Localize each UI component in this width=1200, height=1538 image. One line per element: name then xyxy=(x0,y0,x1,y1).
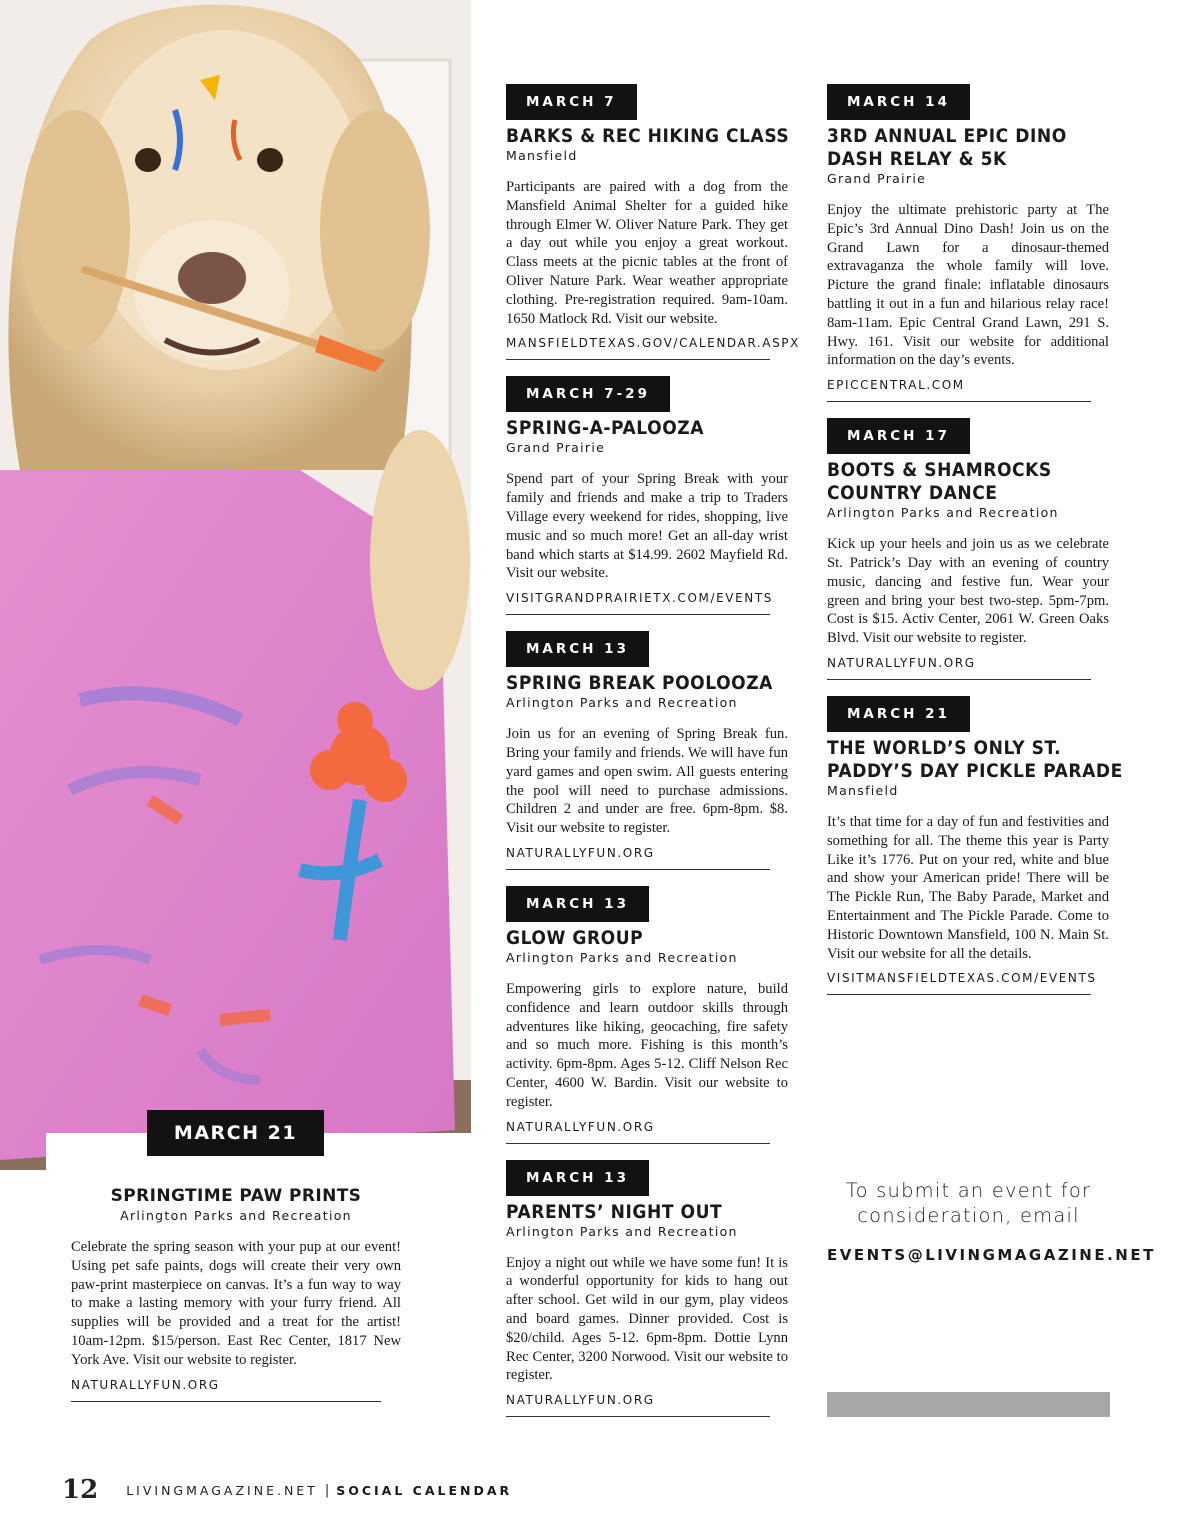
event-title-line: COUNTRY DANCE xyxy=(827,482,998,505)
event-title: SPRING BREAK POOLOOZA xyxy=(506,672,773,695)
event-item xyxy=(827,418,1109,680)
event-description: Participants are paired with a dog from the Mansfield Animal Shelter for a guided hike through Elmer W. Oliver Nature Park. They get a day out while you enjoy a great workout. Class meets at the picnic tables at the front of Oliver Nature Park. Wear weather appropriate clothing. Pre-registration required. 9am-10am. 1650 Matlock Rd. Visit our website. xyxy=(506,179,788,327)
event-link[interactable]: NATURALLYFUN.ORG xyxy=(827,656,1091,680)
event-title: PARENTS’ NIGHT OUT xyxy=(506,1200,723,1223)
event-item xyxy=(827,84,1109,402)
event-title xyxy=(827,736,1123,783)
event-item xyxy=(506,376,788,615)
event-item xyxy=(506,631,788,870)
event-title-line: 3RD ANNUAL EPIC DINO xyxy=(827,125,1067,147)
event-date-tag: MARCH 7 xyxy=(506,84,637,120)
event-title-line: PADDY’S DAY PICKLE PARADE xyxy=(827,759,1123,782)
event-location: Grand Prairie xyxy=(827,171,927,186)
event-item xyxy=(827,696,1123,995)
submit-text-line: consideration, email xyxy=(857,1204,1080,1227)
event-description: Join us for an evening of Spring Break fun. Bring your family and friends. We will have fun yard games and open swim. All guests entering the pool will need to purchase admissions. Children 2 and under are free. 6pm-8pm. $8. Visit our website to register. xyxy=(506,726,788,837)
event-link[interactable]: VISITGRANDPRAIRIETX.COM/EVENTS xyxy=(506,591,770,615)
feature-event-location: Arlington Parks and Recreation xyxy=(120,1208,352,1223)
event-location: Arlington Parks and Recreation xyxy=(506,695,738,711)
event-link[interactable]: NATURALLYFUN.ORG xyxy=(506,1120,770,1144)
event-date-tag: MARCH 13 xyxy=(506,631,649,667)
events-column-right xyxy=(827,84,1123,1011)
page-number: 12 xyxy=(62,1475,99,1505)
event-item xyxy=(506,886,788,1144)
event-item xyxy=(506,1160,788,1418)
event-location: Arlington Parks and Recreation xyxy=(506,1223,738,1239)
event-title: BARKS & REC HIKING CLASS xyxy=(506,125,790,147)
feature-date-tag: MARCH 21 xyxy=(147,1110,324,1156)
event-date-tag: MARCH 14 xyxy=(827,84,970,120)
page-footer xyxy=(62,1473,512,1507)
event-location: Mansfield xyxy=(827,782,899,798)
event-location: Arlington Parks and Recreation xyxy=(827,505,1059,521)
feature-event-link[interactable]: NATURALLYFUN.ORG xyxy=(71,1378,381,1402)
feature-event-description: Celebrate the spring season with your pup at our event! Using pet safe paints, dogs will create their very own paw-print masterpiece on canvas. It’s a fun way to way to make a lasting memory with your furry friend. All supplies will be provided and a treat for the artist! 10am-12pm. $15/person. East Rec Center, 1817 New York Ave. Visit our website to register. xyxy=(71,1239,401,1368)
event-date-tag: MARCH 7-29 xyxy=(506,376,670,412)
footer-separator: | xyxy=(324,1482,330,1498)
dog-painting-photo xyxy=(0,0,471,1170)
submit-event-box xyxy=(827,1178,1156,1264)
event-description: Kick up your heels and join us as we celebrate St. Patrick’s Day with an evening of country music, dancing and festive fun. Wear your green and bring your best two-step. 5pm-7pm. Cost is $15. Activ Center, 2061 W. Green Oaks Blvd. Visit our website to register. xyxy=(827,536,1109,647)
event-date-tag: MARCH 13 xyxy=(506,1160,649,1196)
event-link[interactable]: VISITMANSFIELDTEXAS.COM/EVENTS xyxy=(827,971,1091,995)
footer-section-title: SOCIAL CALENDAR xyxy=(336,1482,513,1498)
event-link[interactable]: NATURALLYFUN.ORG xyxy=(506,1393,770,1417)
event-location: Mansfield xyxy=(506,148,578,163)
submit-email-link[interactable]: EVENTS@LIVINGMAGAZINE.NET xyxy=(827,1246,1156,1264)
feature-event-title: SPRINGTIME PAW PRINTS xyxy=(110,1186,362,1206)
event-item xyxy=(506,84,800,360)
event-description: Enjoy the ultimate prehistoric party at The Epic’s 3rd Annual Dino Dash! Join us on the Grand Lawn for a dinosaur-themed extravaganza the whole family will love. Picture the grand finale: inflatable dinosaurs battling it out in a fun and hilarious relay race! 8am-11am. Epic Central Grand Lawn, 291 S. Hwy. 161. Visit our website for additional information on the day’s events. xyxy=(827,202,1109,369)
submit-text-line: To submit an event for xyxy=(845,1179,1092,1202)
event-description: Enjoy a night out while we have some fun! It is a wonderful opportunity for kids to hang out after school. Get wild in our gym, play videos and board games. Dinner provided. Cost is $20/child. Ages 5-12. 6pm-8pm. Dottie Lynn Rec Center, 3200 Norwood. Visit our website to register. xyxy=(506,1254,788,1384)
event-link[interactable]: MANSFIELDTEXAS.GOV/CALENDAR.ASPX xyxy=(506,336,770,360)
event-title xyxy=(827,125,1081,171)
event-link[interactable]: EPICCENTRAL.COM xyxy=(827,378,1091,402)
event-date-tag: MARCH 21 xyxy=(827,696,970,732)
event-link[interactable]: NATURALLYFUN.ORG xyxy=(506,846,770,870)
event-title: GLOW GROUP xyxy=(506,926,644,949)
event-date-tag: MARCH 13 xyxy=(506,886,649,922)
feature-event xyxy=(71,1180,401,1418)
event-description: Spend part of your Spring Break with your family and friends and make a trip to Traders Village every weekend for rides, shopping, live music and so much more! Get an all-day wrist band which starts at $14.99. 2602 Mayfield Rd. Visit our website. xyxy=(506,471,788,582)
event-title-line: BOOTS & SHAMROCKS xyxy=(827,459,1052,482)
event-date-tag: MARCH 17 xyxy=(827,418,970,454)
event-location: Arlington Parks and Recreation xyxy=(506,949,738,965)
footer-site-link[interactable]: LIVINGMAGAZINE.NET xyxy=(126,1482,318,1498)
gray-divider-bar xyxy=(827,1392,1110,1417)
event-title-line: DASH RELAY & 5K xyxy=(827,148,1007,170)
event-description: It’s that time for a day of fun and festivities and something for all. The theme this year is Party Like it’s 1776. Put on your red, white and blue and show your American pride! There will be The Pickle Run, The Baby Parade, Market and Entertainment and The Pickle Parade. Come to Historic Downtown Mansfield, 100 N. Main St. Visit our website for all the details. xyxy=(827,813,1109,962)
event-location: Grand Prairie xyxy=(506,440,606,456)
events-column-middle xyxy=(506,84,800,1433)
event-title-line: THE WORLD’S ONLY ST. xyxy=(827,736,1062,759)
event-description: Empowering girls to explore nature, build confidence and learn outdoor skills through adventures like hiking, geocaching, fire safety and so much more. Fishing is this month’s activity. 6pm-8pm. Ages 5-12. Cliff Nelson Rec Center, 4600 W. Bardin. Visit our website to register. xyxy=(506,980,788,1110)
event-title xyxy=(827,459,1081,505)
event-title: SPRING-A-PALOOZA xyxy=(506,417,704,440)
